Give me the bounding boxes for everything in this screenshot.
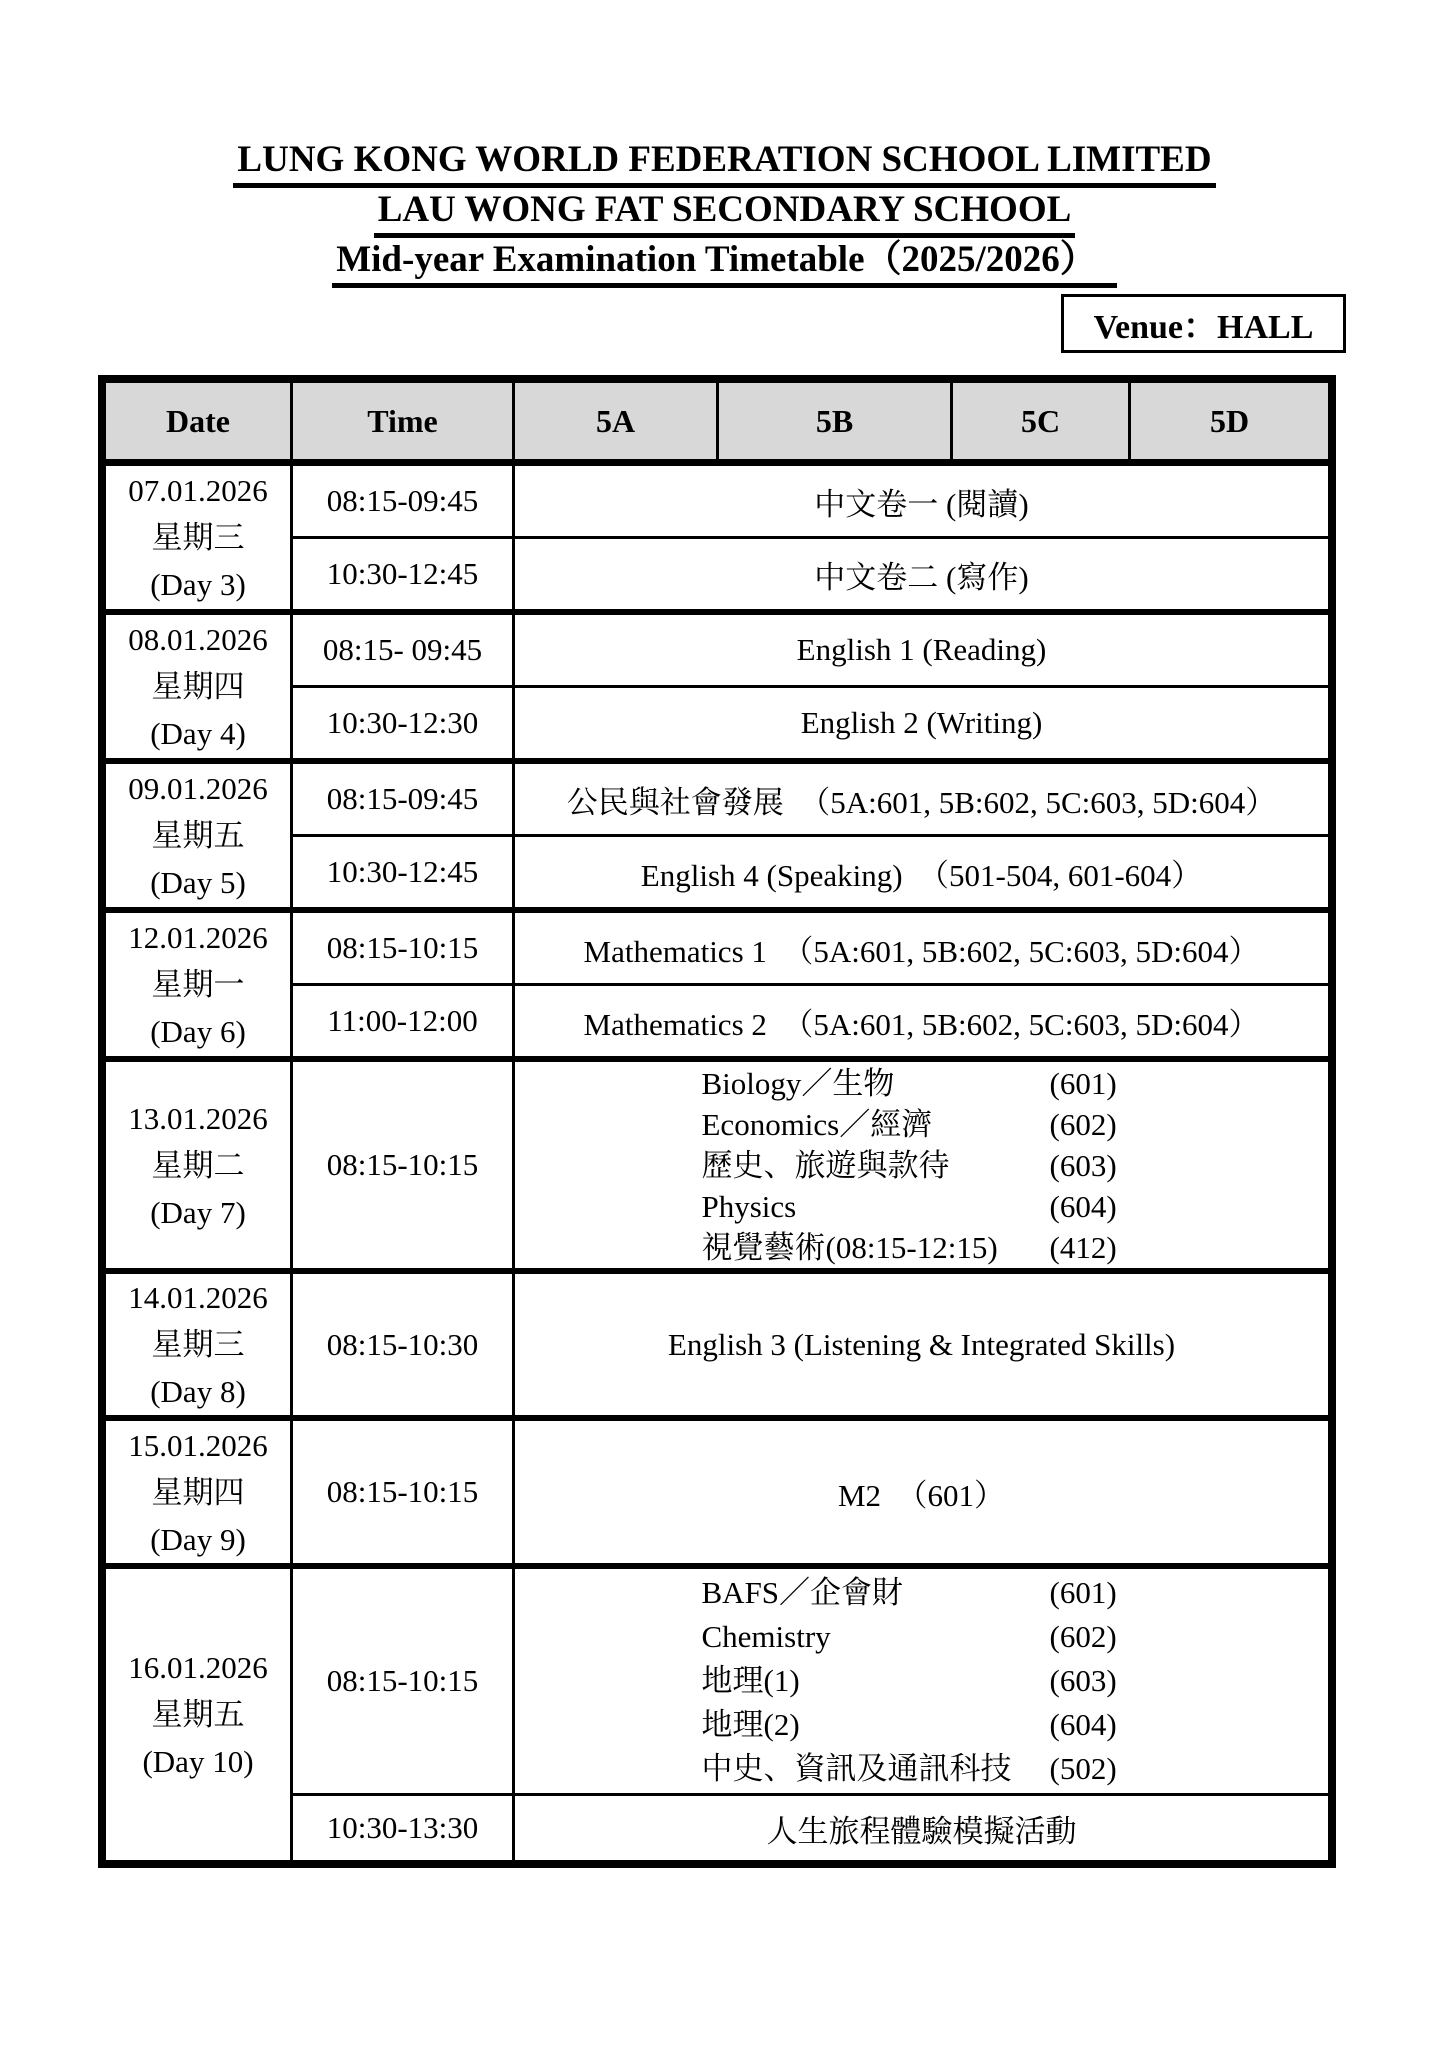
day-label: (Day 4) xyxy=(150,716,246,751)
session-row xyxy=(293,1421,1328,1563)
page-title: Mid-year Examination Timetable（2025/2026） xyxy=(0,238,1449,288)
day-block-day8 xyxy=(106,1274,1328,1421)
sessions xyxy=(293,1062,1328,1268)
sessions xyxy=(293,1569,1328,1860)
session-row xyxy=(293,1274,1328,1415)
subject-room: (412) xyxy=(1049,1229,1117,1265)
session-row xyxy=(293,466,1328,536)
column-header-5a: 5A xyxy=(515,383,719,459)
subject-name: 地理(2) xyxy=(701,1707,800,1742)
subject-name: Biology／生物 xyxy=(701,1065,895,1101)
subject-room: (603) xyxy=(1049,1147,1117,1183)
subject-room: (502) xyxy=(1049,1751,1117,1786)
date-value: 09.01.2026 xyxy=(128,771,268,806)
subject-room: (602) xyxy=(1049,1106,1117,1142)
subject-name: BAFS／企會財 xyxy=(701,1575,904,1610)
subject-cell: English 4 (Speaking) （501-504, 601-604） xyxy=(640,857,1203,893)
date-value: 15.01.2026 xyxy=(128,1427,268,1463)
exam-timetable xyxy=(98,375,1336,1868)
day-label: (Day 3) xyxy=(150,567,246,602)
time-cell: 08:15-10:30 xyxy=(293,1274,515,1415)
date-value: 07.01.2026 xyxy=(128,473,268,508)
subject-room: (602) xyxy=(1049,1619,1117,1654)
subject-name: 視覺藝術(08:15-12:15) xyxy=(701,1229,998,1265)
session-row xyxy=(293,983,1328,1056)
time-cell: 08:15- 09:45 xyxy=(293,615,515,685)
weekday: 星期四 xyxy=(151,1474,245,1510)
column-header-date: Date xyxy=(106,383,293,459)
day-label: (Day 5) xyxy=(150,865,246,900)
weekday: 星期一 xyxy=(151,967,245,1002)
day-label: (Day 8) xyxy=(150,1374,246,1409)
weekday: 星期五 xyxy=(151,1697,245,1732)
session-row xyxy=(293,1793,1328,1860)
day-block-day5 xyxy=(106,764,1328,913)
session-row xyxy=(293,1569,1328,1793)
time-cell: 08:15-09:45 xyxy=(293,466,515,536)
subject-line xyxy=(702,1186,1142,1227)
date-cell xyxy=(106,1421,293,1563)
subject-line xyxy=(702,1145,1142,1186)
subject-cell xyxy=(515,1062,1328,1268)
subject-room: (601) xyxy=(1049,1065,1117,1101)
time-cell: 08:15-10:15 xyxy=(293,1421,515,1563)
date-cell xyxy=(106,466,293,609)
date-cell xyxy=(106,913,293,1056)
subject-list xyxy=(702,1571,1142,1791)
day-block-day7 xyxy=(106,1062,1328,1274)
session-row xyxy=(293,764,1328,834)
date-cell xyxy=(106,1274,293,1415)
subject-line xyxy=(702,1571,1142,1615)
sessions xyxy=(293,466,1328,609)
weekday: 星期五 xyxy=(151,818,245,853)
session-row xyxy=(293,1062,1328,1268)
sessions xyxy=(293,913,1328,1056)
day-block-day9 xyxy=(106,1421,1328,1569)
venue-label: Venue：HALL xyxy=(1093,309,1314,346)
sessions xyxy=(293,1421,1328,1563)
weekday: 星期二 xyxy=(151,1147,245,1183)
subject-name: 歷史、旅遊與款待 xyxy=(701,1147,950,1183)
time-cell: 10:30-12:30 xyxy=(293,688,515,758)
session-row xyxy=(293,834,1328,907)
subject-line xyxy=(702,1227,1142,1268)
subject-cell: 中文卷一 (閱讀) xyxy=(814,486,1029,522)
column-header-time: Time xyxy=(293,383,515,459)
time-cell: 10:30-13:30 xyxy=(293,1796,515,1860)
date-cell xyxy=(106,615,293,758)
date-value: 12.01.2026 xyxy=(128,920,268,955)
column-header-5d: 5D xyxy=(1209,402,1250,439)
subject-name: 中史、資訊及通訊科技 xyxy=(701,1751,1012,1786)
time-cell: 10:30-12:45 xyxy=(293,837,515,907)
day-label: (Day 7) xyxy=(150,1194,246,1230)
subject-name: Economics／經濟 xyxy=(701,1106,933,1142)
subject-line xyxy=(702,1063,1142,1104)
session-row xyxy=(293,536,1328,609)
sessions xyxy=(293,1274,1328,1415)
table-header-row xyxy=(106,383,1328,466)
school-name-line1: LUNG KONG WORLD FEDERATION SCHOOL LIMITED xyxy=(0,138,1449,188)
time-cell: 08:15-09:45 xyxy=(293,764,515,834)
subject-line xyxy=(702,1104,1142,1145)
date-value: 16.01.2026 xyxy=(128,1650,268,1685)
document-header xyxy=(0,138,1449,288)
time-cell: 11:00-12:00 xyxy=(293,986,515,1056)
day-block-day10 xyxy=(106,1569,1328,1860)
day-block-day3 xyxy=(106,466,1328,615)
venue-box xyxy=(1061,294,1346,353)
column-header-5b: 5B xyxy=(719,383,953,459)
time-cell: 10:30-12:45 xyxy=(293,539,515,609)
day-block-day4 xyxy=(106,615,1328,764)
day-label: (Day 6) xyxy=(150,1014,246,1049)
subject-name: Physics xyxy=(701,1188,797,1224)
weekday: 星期三 xyxy=(151,520,245,555)
subject-cell: English 2 (Writing) xyxy=(800,705,1043,740)
day-block-day6 xyxy=(106,913,1328,1062)
day-label: (Day 10) xyxy=(142,1744,254,1779)
sessions xyxy=(293,764,1328,907)
subject-cell: English 1 (Reading) xyxy=(796,632,1047,667)
session-row xyxy=(293,615,1328,685)
subject-line xyxy=(702,1703,1142,1747)
column-header-5c: 5C xyxy=(953,383,1131,459)
subject-cell xyxy=(515,1569,1328,1793)
subject-cell: Mathematics 2 （5A:601, 5B:602, 5C:603, 5D:604） xyxy=(583,1006,1260,1042)
session-row xyxy=(293,913,1328,983)
sessions xyxy=(293,615,1328,758)
subject-room: (601) xyxy=(1049,1575,1117,1610)
subject-name: Chemistry xyxy=(701,1619,831,1654)
subject-line xyxy=(702,1747,1142,1791)
day-label: (Day 9) xyxy=(150,1521,246,1557)
subject-list xyxy=(702,1063,1142,1268)
time-cell: 08:15-10:15 xyxy=(293,1062,515,1268)
time-cell: 08:15-10:15 xyxy=(293,913,515,983)
subject-cell: English 3 (Listening & Integrated Skills) xyxy=(667,1326,1176,1362)
subject-cell: Mathematics 1 （5A:601, 5B:602, 5C:603, 5D:604） xyxy=(583,933,1260,969)
date-value: 08.01.2026 xyxy=(128,622,268,657)
date-value: 13.01.2026 xyxy=(128,1100,268,1136)
subject-line xyxy=(702,1615,1142,1659)
subject-cell: 中文卷二 (寫作) xyxy=(814,559,1029,595)
subject-cell: M2 （601） xyxy=(837,1477,1006,1513)
time-cell: 08:15-10:15 xyxy=(293,1569,515,1793)
date-cell xyxy=(106,1569,293,1860)
subject-cell: 人生旅程體驗模擬活動 xyxy=(766,1813,1077,1849)
date-cell xyxy=(106,764,293,907)
school-name-line2: LAU WONG FAT SECONDARY SCHOOL xyxy=(0,188,1449,238)
subject-line xyxy=(702,1659,1142,1703)
subject-cell: 公民與社會發展 （5A:601, 5B:602, 5C:603, 5D:604） xyxy=(566,784,1277,820)
subject-name: 地理(1) xyxy=(701,1663,800,1698)
subject-room: (603) xyxy=(1049,1663,1117,1698)
weekday: 星期四 xyxy=(151,669,245,704)
date-cell xyxy=(106,1062,293,1268)
subject-room: (604) xyxy=(1049,1707,1117,1742)
subject-room: (604) xyxy=(1049,1188,1117,1224)
session-row xyxy=(293,685,1328,758)
weekday: 星期三 xyxy=(151,1327,245,1362)
date-value: 14.01.2026 xyxy=(128,1280,268,1315)
